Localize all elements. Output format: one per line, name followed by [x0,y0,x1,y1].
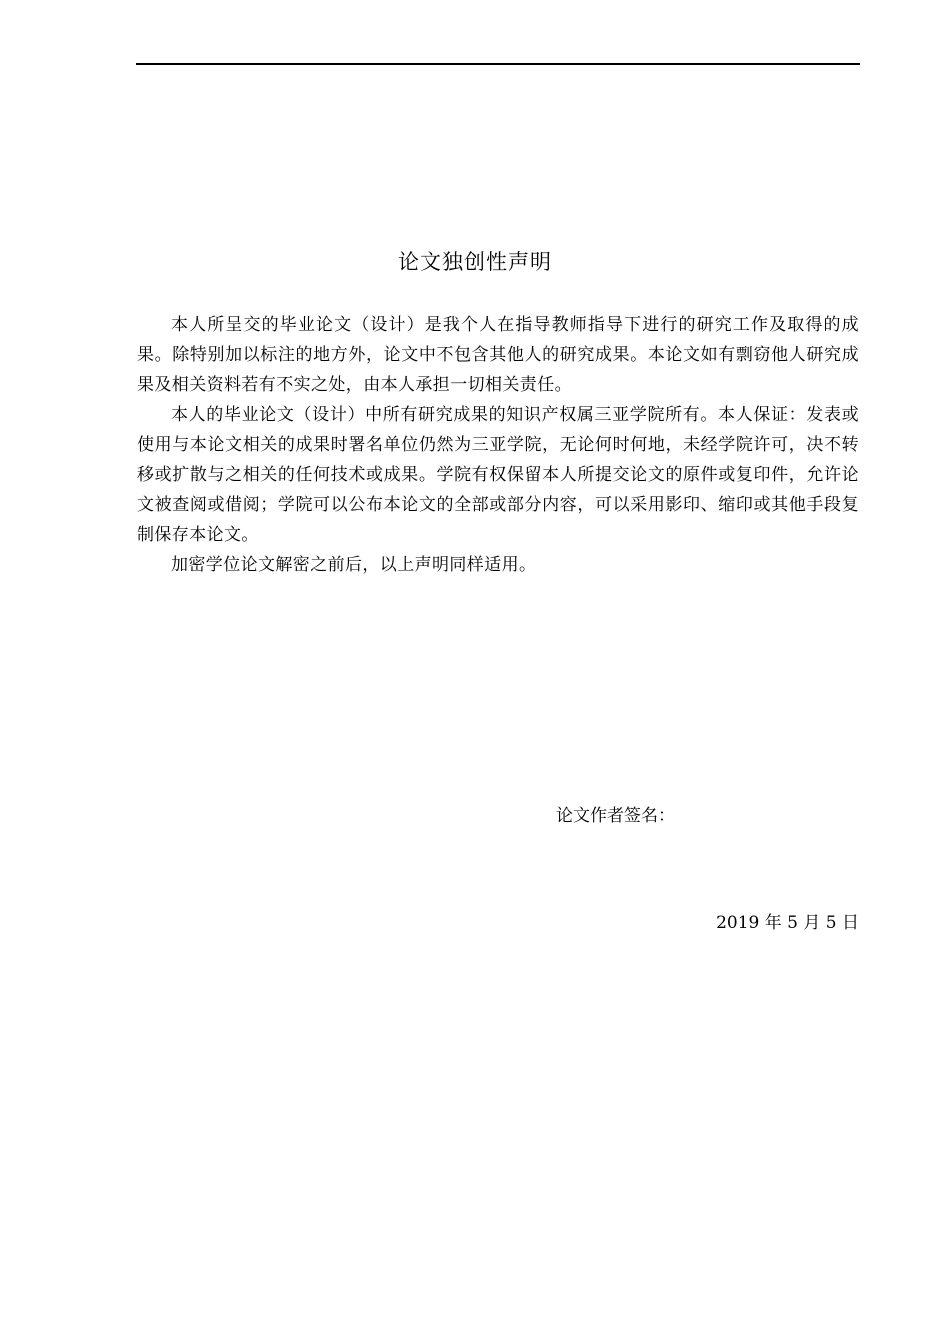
page-title: 论文独创性声明 [398,250,552,274]
paragraph-confidential: 加密学位论文解密之前后，以上声明同样适用。 [171,555,537,575]
declaration-date: 2019 年 5 月 5 日 [716,913,859,933]
paragraph-intellectual-property: 本人的毕业论文（设计）中所有研究成果的知识产权属三亚学院所有。本人保证：发表或使用与本论文相关的成果时署名单位仍然为三亚学院，无论何时何地，未经学院许可，决不转移或扩散与之相关的任何技术或成果。学院有权保留本人所提交论文的原件或复印件，允许论文被查阅或借阅；学院可以公布本论文的全部或部分内容，可以采用影印、缩印或其他手段复制保存本论文。 [137,405,859,545]
header-rule [136,63,860,65]
paragraph-originality: 本人所呈交的毕业论文（设计）是我个人在指导教师指导下进行的研究工作及取得的成果。除特别加以标注的地方外，论文中不包含其他人的研究成果。本论文如有剽窃他人研究成果及相关资料若有不实之处，由本人承担一切相关责任。 [137,315,859,395]
declaration-body [137,310,859,580]
signature-label: 论文作者签名： [556,806,675,826]
